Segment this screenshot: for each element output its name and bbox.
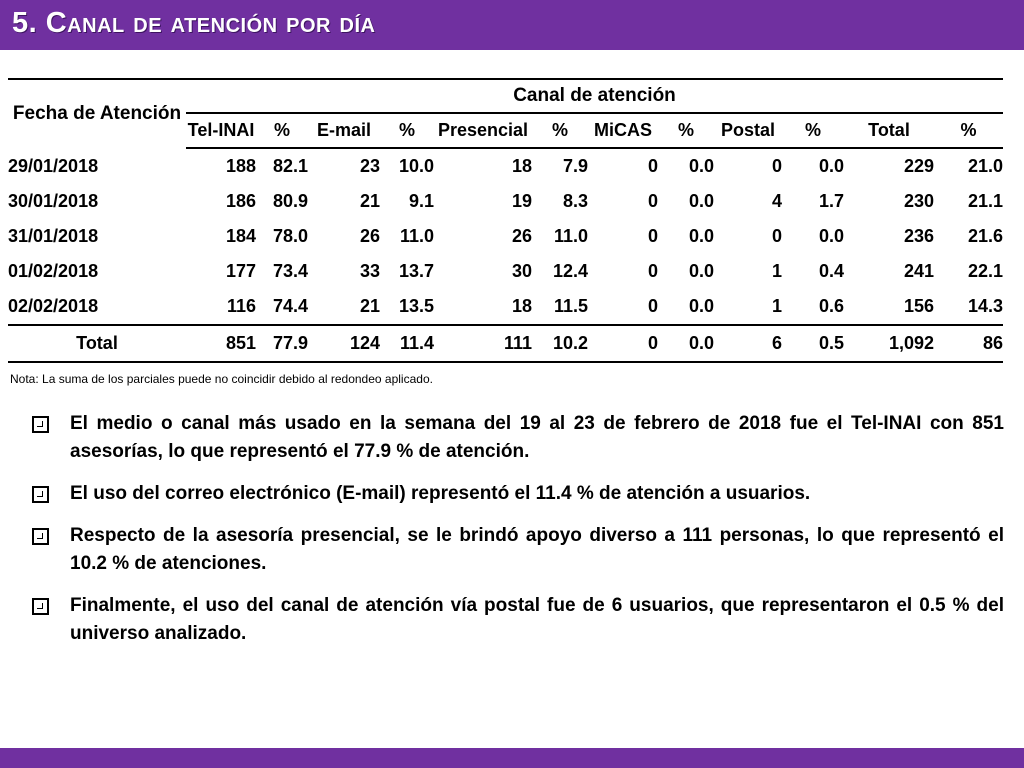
table-cell: 241	[903, 261, 934, 281]
column-header: Tel-INAI	[186, 113, 256, 148]
table-cell: 156	[903, 296, 934, 316]
table-cell: 0.0	[818, 156, 844, 176]
table-cell: 11.0	[553, 226, 588, 246]
table-cell: 184	[225, 226, 256, 246]
table-cell: 18	[511, 296, 532, 316]
table-cell: 186	[225, 191, 256, 211]
table-cell: 21	[359, 296, 380, 316]
table-cell: 6	[714, 325, 782, 362]
column-header: %	[532, 113, 588, 148]
table-cell: 0	[647, 156, 658, 176]
table-cell: 21.0	[967, 156, 1003, 176]
table-cell: 0	[771, 226, 782, 246]
bullet-item	[32, 410, 1004, 466]
title-bar	[0, 0, 1024, 50]
table-cell: 21.6	[967, 226, 1003, 246]
bullet-item	[32, 522, 1004, 578]
table-cell: 13.5	[398, 296, 434, 316]
table-cell: 10.0	[398, 156, 434, 176]
table-cell: 1	[771, 261, 782, 281]
table-row	[8, 289, 1003, 325]
table-cell: 0.4	[818, 261, 844, 281]
row-date: 31/01/2018	[8, 226, 99, 246]
bullet-text: Finalmente, el uso del canal de atención vía postal fue de 6 usuarios, que representaron el 0.5 % del universo analizado.	[70, 595, 1004, 644]
table-cell: 12.4	[552, 261, 588, 281]
checkbox-bullet-icon	[32, 416, 49, 433]
table-body	[8, 148, 1003, 325]
table-cell: 4	[771, 191, 782, 211]
table-cell: 22.1	[967, 261, 1003, 281]
table-cell: 0	[647, 191, 658, 211]
table-cell: 86	[934, 325, 1003, 362]
table-note: Nota: La suma de los parciales puede no coincidir debido al redondeo aplicado.	[10, 372, 433, 386]
bullet-text: Respecto de la asesoría presencial, se le brindó apoyo diverso a 111 personas, lo que representó el 10.2 % de atenciones.	[70, 525, 1004, 574]
table-cell: 0	[647, 261, 658, 281]
table-cell: 0.0	[688, 156, 714, 176]
row-date: 29/01/2018	[8, 155, 99, 176]
table-cell: 116	[226, 296, 256, 316]
table-row	[8, 219, 1003, 254]
table-cell: 188	[225, 156, 256, 176]
table-cell: 0.5	[782, 325, 844, 362]
table-row	[8, 148, 1003, 184]
total-label: Total	[8, 325, 186, 362]
column-header: Postal	[714, 113, 782, 148]
column-header: Presencial	[434, 113, 532, 148]
table-cell: 80.9	[272, 191, 308, 211]
table-cell: 0.0	[688, 296, 714, 316]
row-date: 01/02/2018	[8, 261, 99, 281]
date-column-header: Fecha de Atención	[8, 79, 186, 148]
table-cell: 0.0	[688, 191, 714, 211]
table-cell: 11.4	[380, 325, 434, 362]
column-header: %	[658, 113, 714, 148]
table-cell: 74.4	[272, 296, 308, 316]
table-cell: 0	[647, 226, 658, 246]
table-cell: 0	[588, 325, 658, 362]
table-cell: 0.0	[818, 226, 844, 246]
bullet-item	[32, 592, 1004, 648]
table-cell: 11.0	[399, 226, 434, 246]
table-cell: 177	[225, 261, 256, 281]
table-cell: 0	[647, 296, 658, 316]
table-cell: 230	[903, 191, 934, 211]
table-cell: 9.1	[408, 191, 434, 211]
column-header: %	[256, 113, 308, 148]
table-cell: 229	[903, 156, 934, 176]
table-row	[8, 254, 1003, 289]
table-cell: 11.5	[553, 296, 588, 316]
table-cell: 77.9	[256, 325, 308, 362]
bullet-list	[32, 410, 1004, 662]
bullet-text: El medio o canal más usado en la semana del 19 al 23 de febrero de 2018 fue el Tel-INAI con 851 asesorías, lo que representó el 77.9 % de atención.	[70, 413, 1004, 462]
table-cell: 73.4	[272, 261, 308, 281]
bullet-text: El uso del correo electrónico (E-mail) representó el 11.4 % de atención a usuarios.	[70, 483, 811, 504]
table-cell: 1,092	[844, 325, 934, 362]
table-cell: 236	[903, 226, 934, 246]
table-cell: 30	[511, 261, 532, 281]
row-date: 30/01/2018	[8, 191, 99, 211]
table-row	[8, 184, 1003, 219]
table-cell: 26	[359, 226, 380, 246]
table-cell: 0	[771, 156, 782, 176]
table-cell: 851	[186, 325, 256, 362]
column-header: %	[782, 113, 844, 148]
table-cell: 33	[359, 261, 380, 281]
column-header: MiCAS	[588, 113, 658, 148]
table-cell: 0.0	[688, 261, 714, 281]
bullet-item	[32, 480, 1004, 508]
table-cell: 19	[511, 191, 532, 211]
table-cell: 8.3	[562, 191, 588, 211]
checkbox-bullet-icon	[32, 486, 49, 503]
total-row	[8, 325, 1003, 362]
checkbox-bullet-icon	[32, 528, 49, 545]
column-header: Total	[844, 113, 934, 148]
table-cell: 0.0	[658, 325, 714, 362]
table-cell: 18	[511, 156, 532, 176]
table-cell: 7.9	[562, 156, 588, 176]
table-cell: 0.6	[818, 296, 844, 316]
table-cell: 124	[308, 325, 380, 362]
table-cell: 1.7	[818, 191, 844, 211]
channel-group-header: Canal de atención	[186, 79, 1003, 113]
table-cell: 78.0	[272, 226, 308, 246]
checkbox-bullet-icon	[32, 598, 49, 615]
table-cell: 1	[771, 296, 782, 316]
row-date: 02/02/2018	[8, 296, 99, 316]
table-cell: 21.1	[967, 191, 1003, 211]
table-cell: 13.7	[398, 261, 434, 281]
table-cell: 0.0	[688, 226, 714, 246]
table-cell: 10.2	[532, 325, 588, 362]
table-cell: 111	[434, 325, 532, 362]
column-header: %	[380, 113, 434, 148]
table-cell: 23	[359, 156, 380, 176]
table-cell: 14.3	[967, 296, 1003, 316]
column-header: %	[934, 113, 1003, 148]
bottom-bar	[0, 748, 1024, 768]
column-header: E-mail	[308, 113, 380, 148]
table-cell: 21	[359, 191, 380, 211]
table-cell: 26	[511, 226, 532, 246]
table-cell: 82.1	[272, 156, 308, 176]
attention-channel-table	[8, 78, 1003, 363]
slide-title: 5. Canal de atención por día	[12, 7, 376, 39]
